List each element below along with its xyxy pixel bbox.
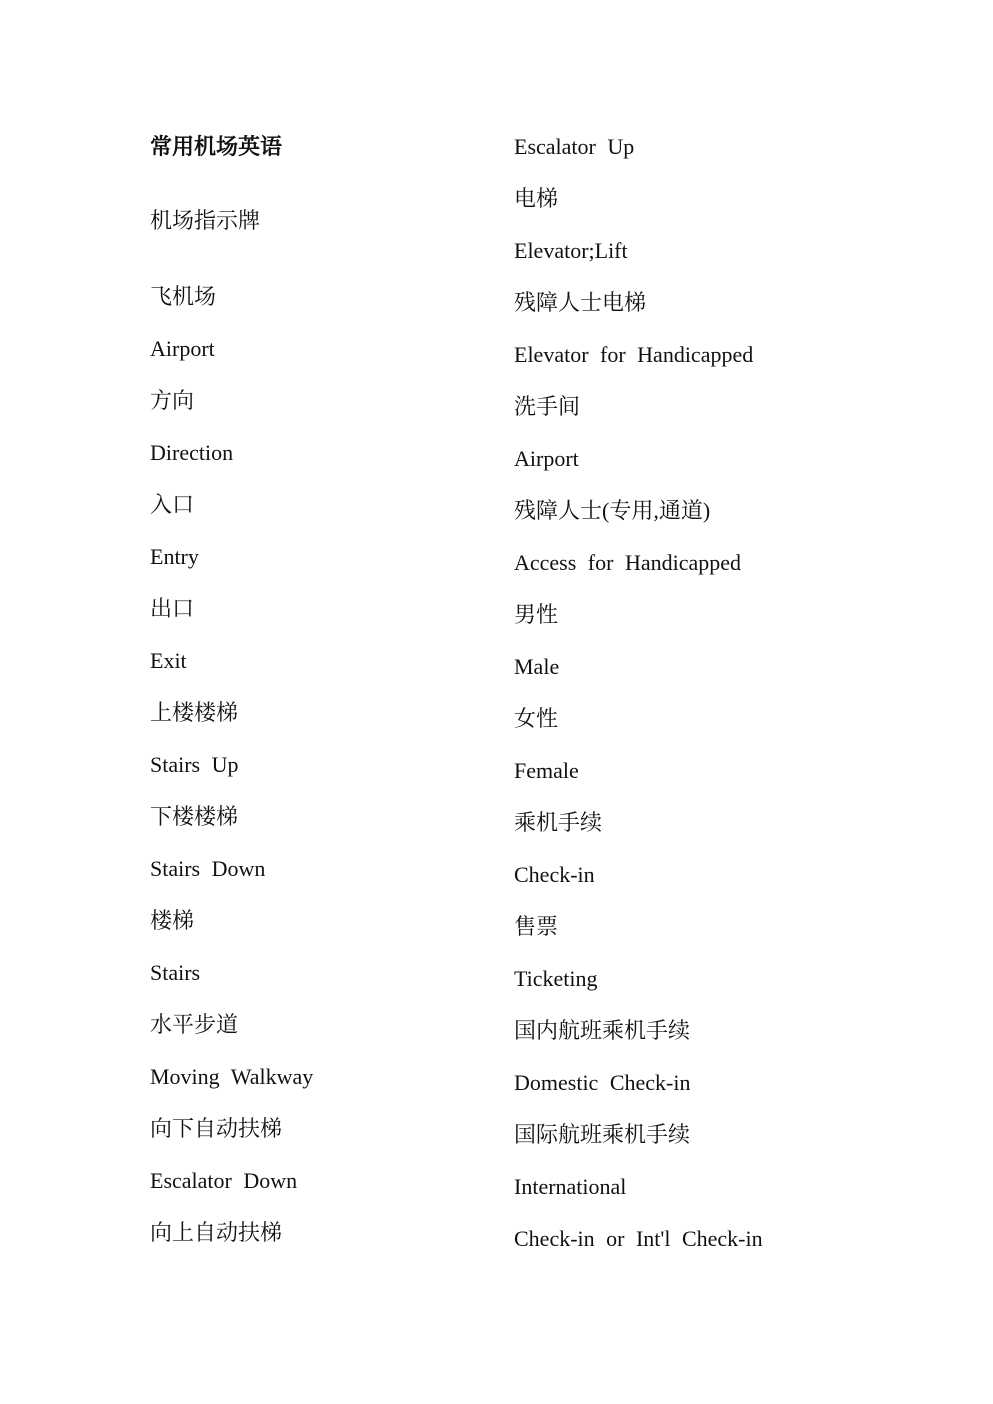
term-line: Elevator for Handicapped: [514, 342, 754, 367]
term-line: Entry: [150, 544, 199, 569]
term-line: Check-in: [514, 862, 595, 887]
term-line: 向上自动扶梯: [150, 1220, 283, 1245]
term-line: Stairs Down: [150, 856, 266, 881]
term-line: Exit: [150, 648, 187, 673]
term-line: 乘机手续: [514, 810, 603, 835]
term-line: 入口: [150, 492, 195, 517]
term-line: International: [514, 1174, 627, 1199]
term-line: Male: [514, 654, 560, 679]
term-line: Domestic Check-in: [514, 1070, 691, 1095]
term-line: 楼梯: [150, 908, 195, 933]
term-line: Airport: [514, 446, 579, 471]
term-line: Moving Walkway: [150, 1064, 314, 1089]
term-line: Stairs: [150, 960, 201, 985]
term-line: 飞机场: [150, 284, 217, 309]
term-line: 洗手间: [514, 394, 581, 419]
term-line: 方向: [150, 388, 195, 413]
document-title: 常用机场英语: [150, 134, 283, 159]
term-line: 国内航班乘机手续: [514, 1018, 691, 1043]
section-heading: 机场指示牌: [150, 208, 261, 233]
term-line: 售票: [514, 914, 559, 939]
term-line: Stairs Up: [150, 752, 239, 777]
term-line: 国际航班乘机手续: [514, 1122, 691, 1147]
term-line: 向下自动扶梯: [150, 1116, 283, 1141]
term-line: Escalator Down: [150, 1168, 298, 1193]
term-line: 出口: [150, 596, 195, 621]
term-line: 男性: [514, 602, 559, 627]
term-line: 上楼楼梯: [150, 700, 239, 725]
term-line: Check-in or Int'l Check-in: [514, 1226, 763, 1251]
term-line: 残障人士(专用,通道): [514, 498, 711, 523]
term-line: 下楼楼梯: [150, 804, 239, 829]
term-line: Access for Handicapped: [514, 550, 742, 575]
term-line: 女性: [514, 706, 559, 731]
term-line: Ticketing: [514, 966, 598, 991]
term-line: 电梯: [514, 186, 559, 211]
term-line: Airport: [150, 336, 215, 361]
term-line: 残障人士电梯: [514, 290, 647, 315]
term-line: Female: [514, 758, 579, 783]
term-line: Direction: [150, 440, 234, 465]
term-line: Elevator;Lift: [514, 238, 628, 263]
term-line: Escalator Up: [514, 134, 635, 159]
term-line: 水平步道: [150, 1012, 239, 1037]
